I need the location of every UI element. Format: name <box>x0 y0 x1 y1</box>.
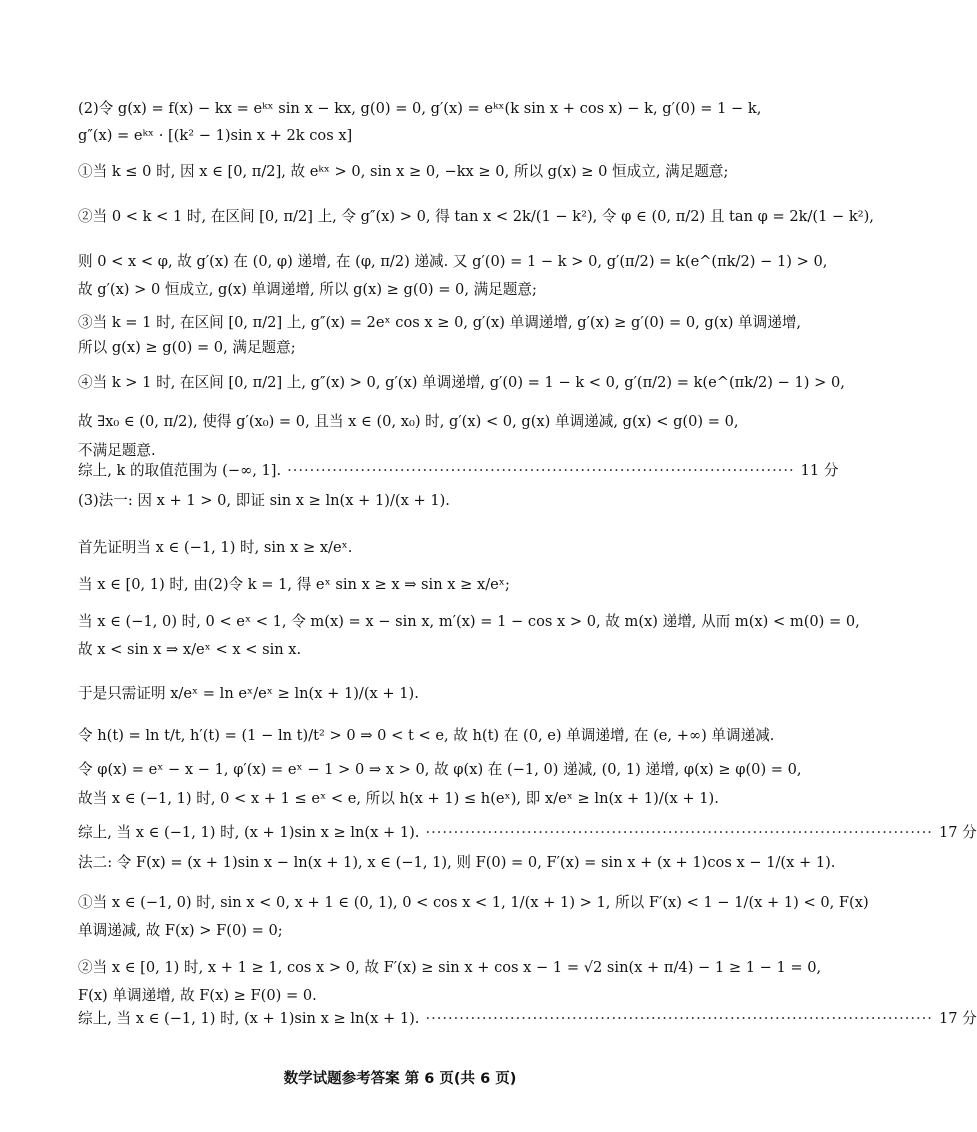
text-line: ①当 k ≤ 0 时, 因 x ∈ [0, π/2], 故 eᵏˣ > 0, sin x ≥ 0, −kx ≥ 0, 所以 g(x) ≥ 0 恒成立, 满足题意; <box>78 163 729 180</box>
conclusion-text: 综上, 当 x ∈ (−1, 1) 时, (x + 1)sin x ≥ ln(x + 1). <box>78 824 420 841</box>
conclusion-method-2 <box>78 1009 977 1029</box>
score-mark: 11 分 <box>800 462 839 479</box>
text-line: ④当 k > 1 时, 在区间 [0, π/2] 上, g″(x) > 0, g′(x) 单调递增, g′(0) = 1 − k < 0, g′(π/2) = k(e^(πk/2) − 1) > 0, <box>78 374 845 391</box>
leader-dots: ·························································································· <box>425 824 933 841</box>
score-mark: 17 分 <box>938 1010 977 1027</box>
leader-dots: ·························································································· <box>425 1010 933 1027</box>
text-line: 于是只需证明 x/eˣ = ln eˣ/eˣ ≥ ln(x + 1)/(x + 1). <box>78 685 419 702</box>
text-line: 单调递减, 故 F(x) > F(0) = 0; <box>78 922 283 939</box>
text-line: 故 ∃x₀ ∈ (0, π/2), 使得 g′(x₀) = 0, 且当 x ∈ (0, x₀) 时, g′(x) < 0, g(x) 单调递减, g(x) < g(0) = 0, <box>78 413 739 430</box>
conclusion-text: 综上, 当 x ∈ (−1, 1) 时, (x + 1)sin x ≥ ln(x + 1). <box>78 1010 420 1027</box>
text-line: 故 g′(x) > 0 恒成立, g(x) 单调递增, 所以 g(x) ≥ g(0) = 0, 满足题意; <box>78 281 537 298</box>
conclusion-text: 综上, k 的取值范围为 (−∞, 1]. <box>78 462 282 479</box>
text-line: (3)法一: 因 x + 1 > 0, 即证 sin x ≥ ln(x + 1)/(x + 1). <box>78 492 450 509</box>
text-line: 不满足题意. <box>78 442 156 459</box>
text-line: g″(x) = eᵏˣ · [(k² − 1)sin x + 2k cos x] <box>78 127 353 144</box>
text-line: 首先证明当 x ∈ (−1, 1) 时, sin x ≥ x/eˣ. <box>78 539 353 556</box>
text-line: ①当 x ∈ (−1, 0) 时, sin x < 0, x + 1 ∈ (0, 1), 0 < cos x < 1, 1/(x + 1) > 1, 所以 F′(x) < 1 − 1/(x + 1) < 0, F(x) <box>78 894 869 911</box>
score-mark: 17 分 <box>938 824 977 841</box>
text-line: 令 φ(x) = eˣ − x − 1, φ′(x) = eˣ − 1 > 0 ⇒ x > 0, 故 φ(x) 在 (−1, 0) 递减, (0, 1) 递增, φ(x) ≥ φ(0) = 0, <box>78 761 802 778</box>
text-line: 故 x < sin x ⇒ x/eˣ < x < sin x. <box>78 641 302 658</box>
text-line: 所以 g(x) ≥ g(0) = 0, 满足题意; <box>78 339 296 356</box>
text-line: ③当 k = 1 时, 在区间 [0, π/2] 上, g″(x) = 2eˣ cos x ≥ 0, g′(x) 单调递增, g′(x) ≥ g′(0) = 0, g(x) 单调递增, <box>78 314 802 331</box>
conclusion-k-range <box>78 461 839 481</box>
text-line: ②当 0 < k < 1 时, 在区间 [0, π/2] 上, 令 g″(x) > 0, 得 tan x < 2k/(1 − k²), 令 φ ∈ (0, π/2) 且 tan φ = 2k/(1 − k²), <box>78 208 874 225</box>
conclusion-method-1 <box>78 823 977 843</box>
text-line: 令 h(t) = ln t/t, h′(t) = (1 − ln t)/t² > 0 ⇒ 0 < t < e, 故 h(t) 在 (0, e) 单调递增, 在 (e, +∞) 单调递减. <box>78 727 775 744</box>
text-line: F(x) 单调递增, 故 F(x) ≥ F(0) = 0. <box>78 987 317 1004</box>
page-footer: 数学试题参考答案 第 6 页(共 6 页) <box>283 1071 517 1087</box>
text-line: 当 x ∈ (−1, 0) 时, 0 < eˣ < 1, 令 m(x) = x − sin x, m′(x) = 1 − cos x > 0, 故 m(x) 递增, 从而 m(x) < m(0) = 0, <box>78 613 860 630</box>
text-line: ②当 x ∈ [0, 1) 时, x + 1 ≥ 1, cos x > 0, 故 F′(x) ≥ sin x + cos x − 1 = √2 sin(x + π/4) − 1 ≥ 1 − 1 = 0, <box>78 959 822 976</box>
text-line: 当 x ∈ [0, 1) 时, 由(2)令 k = 1, 得 eˣ sin x ≥ x ⇒ sin x ≥ x/eˣ; <box>78 576 510 593</box>
text-line: 法二: 令 F(x) = (x + 1)sin x − ln(x + 1), x ∈ (−1, 1), 则 F(0) = 0, F′(x) = sin x + (x + 1)cos x − 1/(x + 1). <box>78 854 836 871</box>
text-line: 则 0 < x < φ, 故 g′(x) 在 (0, φ) 递增, 在 (φ, π/2) 递减. 又 g′(0) = 1 − k > 0, g′(π/2) = k(e^(πk/2) − 1) > 0, <box>78 253 828 270</box>
text-line: (2)令 g(x) = f(x) − kx = eᵏˣ sin x − kx, g(0) = 0, g′(x) = eᵏˣ(k sin x + cos x) − k, g′(0) = 1 − k, <box>78 100 762 117</box>
text-line: 故当 x ∈ (−1, 1) 时, 0 < x + 1 ≤ eˣ < e, 所以 h(x + 1) ≤ h(eˣ), 即 x/eˣ ≥ ln(x + 1)/(x + 1). <box>78 790 719 807</box>
leader-dots: ·························································································· <box>287 462 795 479</box>
